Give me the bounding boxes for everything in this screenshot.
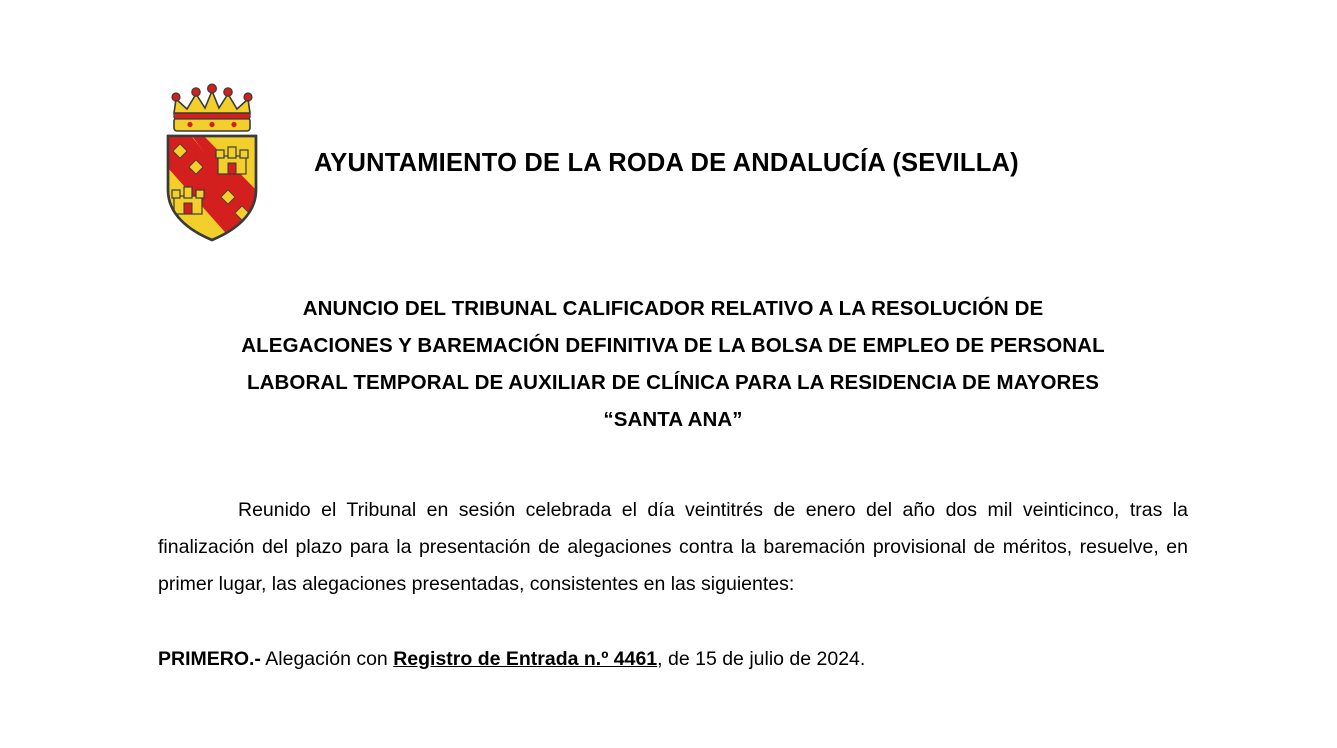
first-item-text-after: , de 15 de julio de 2024. xyxy=(657,648,866,670)
announcement-title-line-3: LABORAL TEMPORAL DE AUXILIAR DE CLÍNICA PARA LA RESIDENCIA DE MAYORES xyxy=(246,371,1099,394)
first-item-registry-reference: Registro de Entrada n.º 4461 xyxy=(393,648,658,670)
page-title: AYUNTAMIENTO DE LA RODA DE ANDALUCÍA (SEVILLA) xyxy=(314,148,1019,177)
document-header xyxy=(158,78,1188,248)
announcement-title-line-4: “SANTA ANA” xyxy=(603,408,743,431)
first-item-paragraph xyxy=(158,641,1188,678)
document-body xyxy=(158,492,1188,678)
announcement-title-line-1: ANUNCIO DEL TRIBUNAL CALIFICADOR RELATIVO A LA RESOLUCIÓN DE xyxy=(302,297,1044,320)
announcement-title xyxy=(158,290,1188,438)
intro-paragraph: Reunido el Tribunal en sesión celebrada el día veintitrés de enero del año dos mil veinticinco, tras la finalización del plazo para la presentación de alegaciones contra la baremación provisional de méritos, resuelve, en primer lugar, las alegaciones presentadas, consistentes en las siguientes: xyxy=(158,499,1188,595)
first-item-label: PRIMERO.- xyxy=(158,648,261,670)
announcement-title-line-2: ALEGACIONES Y BAREMACIÓN DEFINITIVA DE LA BOLSA DE EMPLEO DE PERSONAL xyxy=(241,334,1105,357)
first-item-text-before: Alegación con xyxy=(260,648,394,670)
coat-of-arms-icon xyxy=(158,82,266,244)
